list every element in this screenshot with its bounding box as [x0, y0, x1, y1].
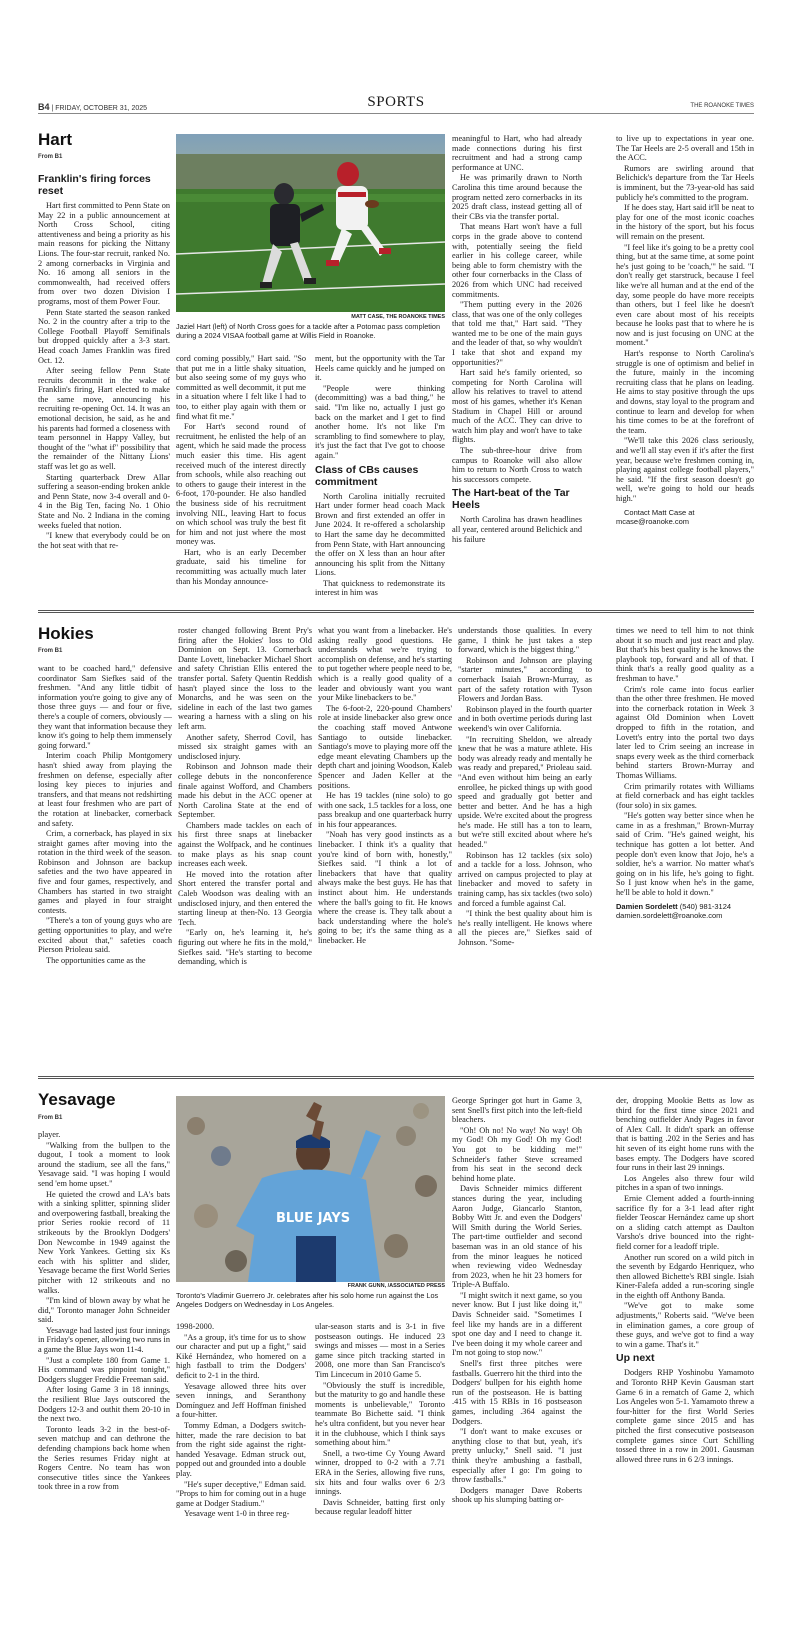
paragraph: Dodgers RHP Yoshinobu Yamamoto and Toronto RHP Kevin Gausman start Game 6 in a rematch of Game 2, which Los Angeles won 5-1. Yamamoto threw a four-hitter for the first World Series complete game since 2015 and has pitched the first consecutive postseason complete games since Curt Schilling tossed three in a row in 2001. Gausman allowed three runs in 6 2/3 innings. — [616, 1368, 754, 1464]
paragraph: "There's a ton of young guys who are getting opportunities to play, and we're excited about that," safeties coach Pierson Prioleau said. — [38, 916, 172, 955]
paragraph: The opportunities came as the — [46, 955, 146, 965]
yesavage-column-1 — [38, 1130, 170, 1600]
paragraph: "I feel like it's going to be a pretty cool thing, but at the same time, at some point he's just going to be 'coach,'" he said. "I don't really get starstruck, because I feel like we're all human and at the end of the day, some people do have more receipts than others, but I feel like he doesn't even care about most of his receipts because he looks past that to where he is now and is just focusing on UNC at the moment." — [616, 242, 754, 348]
yesavage-photo-credit: FRANK GUNN, /ASSOCIATED PRESS — [347, 1283, 445, 1289]
paragraph: "Obviously the stuff is incredible, but the maturity to go and handle these moments is unbelievable," Toronto teammate Bo Bichette said. "I think he's ultra confident, but you never hear it in the clubhouse, which I think says something about him." — [315, 1380, 445, 1448]
paragraph: "He's gotten way better since when he came in as a freshman," Brown-Murray said of Crim. "He's gained weight, his technique has gotten a lot better. And people don't even know that Jojo, he's a soldier, he's a warrior. No matter what's going on in his life, he's going to fight. So I just know when he's in the game, he'll be able to hold it down." — [616, 811, 754, 898]
paragraph: "He's super deceptive," Edman said. "Props to him for coming out in a huge game at Dodger Stadium." — [176, 1479, 306, 1508]
paragraph: "As a group, it's time for us to show our character and put up a fight," said Kiké Hernández, who homered on a high fastball to trim the Dodgers' deficit to 2-1 in the third. — [176, 1332, 306, 1380]
reporter-email[interactable]: damien.sordelett@roanoke.com — [616, 910, 723, 920]
yesavage-subhead-up-next: Up next — [616, 1352, 655, 1365]
paragraph: Dodgers manager Dave Roberts shook up his slumping batting or- — [452, 1485, 582, 1505]
paragraph: "Walking from the bullpen to the dugout, I took a moment to look around the stadium, see all the fans," Yesavage said. "I was hoping I would send 'em home upset." — [38, 1140, 170, 1188]
paragraph: Robinson has 12 tackles (six solo) and a tackle for a loss. Johnson, who arrived on campus projected to play at linebacker and moved to safety in training camp, has six tackles (two solo) and forced a fumble against Cal. — [458, 850, 592, 908]
paragraph: Rumors are swirling around that Belichick's departure from the Tar Heels is imminent, but the 73-year-old has said publicly he's committed to the program. — [616, 163, 754, 202]
paragraph: times we need to tell him to not think about it so much and just react and play. But that's his best quality is he knows the playbook top, forward and all of that. I think that's a really good quality as a freshman to have." — [616, 626, 754, 683]
paragraph: He was primarily drawn to North Carolina this time around because the program netted zero cornerbacks in its 2025 draft class, instead getting all of their CBs via the transfer portal. — [452, 173, 582, 221]
paragraph: roster changed following Brent Pry's firing after the Hokies' loss to Old Dominion on Sept. 13. Cornerback Dante Lovett, linebacker Michael Short and safety Christian Ellis entered the transfer portal. Safety Quentin Reddish hasn't played since the loss to the Monarchs, and he was seen on the sideline in each of the last two games wearing a harness with a sling on his left arm. — [178, 626, 312, 731]
yesavage-baseball-photo — [176, 1096, 445, 1282]
paragraph: "Oh! Oh no! No way! No way! Oh my God! Oh my God! Oh my God! You got to be kidding me!" Schneider's father Steve screamed from his seat in the second deck behind home plate. — [452, 1125, 582, 1183]
hart-photo-credit: MATT CASE, THE ROANOKE TIMES — [351, 314, 445, 320]
paragraph: to live up to expectations in year one. The Tar Heels are 2-5 overall and 15th in the ACC. — [616, 134, 754, 163]
hart-subhead-franklin: Franklin's firing forces reset — [38, 173, 151, 197]
paragraph: Los Angeles also threw four wild pitches in a span of two innings. — [616, 1173, 754, 1193]
yesavage-column-4 — [452, 1096, 582, 1600]
paragraph: Another safety, Sherrod Covil, has missed six straight games with an undisclosed injury. — [178, 732, 312, 761]
paragraph: understands those qualities. In every game, I think he just takes a step forward, which is the biggest thing." — [458, 626, 592, 655]
story-divider — [38, 610, 754, 613]
paragraph: After seeing fellow Penn State recruits decommit in the wake of Franklin's firing, Hart elected to make the same move, announcing his recruiting re-opening Oct. 14. It was an emotional decision, he said, as he and his parents had formed a closeness with team personnel in Happy Valley, but thought of the "what if" possibility that the remainder of the Nittany Lions' staff was let go as well. — [38, 366, 170, 472]
paragraph: Robinson played in the fourth quarter and in both overtime periods during last weekend's win over California. — [458, 704, 592, 733]
page-number: B4 — [38, 102, 50, 112]
paragraph: For Hart's second round of recruitment, he enlisted the help of an agent, which he said made the process much easier this time. His agent received much of the interest directly from schools, while also reaching out to others to gauge their interest in the 6-foot, 170-pounder. He also handled the business side of his recruitment involving NIL, leaving Hart to focus on which school was truly the best fit for him and not just where the most money was. — [176, 422, 306, 547]
paragraph: Chambers made tackles on each of his first three snaps at linebacker against the Wolfpack, and he continues to make plays as his snap count increases each week. — [178, 820, 312, 869]
paragraph: 1998-2000. — [176, 1322, 215, 1331]
paragraph: "We'll take this 2026 class seriously, and we'll all stay even if it's after the first year, because we're freshmen coming in, playing against college football players," he said. "If the first season doesn't go well, we're going to hold our heads high." — [616, 436, 754, 503]
paragraph: He quieted the crowd and LA's bats with a sinking splitter, spinning slider and overpowering fastball, breaking the prior Series rookie record of 11 strikeouts by the Brooklyn Dodgers' Don Newcombe in 1949 against the New York Yankees. Getting six Ks each with his splitter and slider, Yesavage became the first World Series pitcher with 12 strikeouts and no walks. — [38, 1189, 170, 1295]
paper-name: THE ROANOKE TIMES — [690, 103, 754, 109]
hart-column-4 — [452, 134, 582, 604]
yesavage-photo-caption: Toronto's Vladimir Guerrero Jr. celebrates after his solo home run against the Los Angeles Dodgers on Wednesday in Los Angeles. — [176, 1291, 439, 1309]
hokies-column-2 — [178, 626, 312, 1066]
paragraph: "Noah has very good instincts as a linebacker. I think it's a quality that you're kind of born with, honestly," Siefkes said. "I think a lot of linebackers that have that quality always make the best guys. He has that instinct about him. He understands where the ball's going to fit. He knows where the crease is. They talk about a back understanding where the hole's going to be; it's the same thing as a linebacker. He — [318, 830, 452, 945]
paragraph: Snell's first three pitches were fastballs. Guerrero hit the third into the Dodgers' bullpen for his eighth home run of the postseason. He is batting .415 with 15 RBIs in 16 postseason games, including .364 against the Dodgers. — [452, 1359, 582, 1426]
paragraph: Yesavage had lasted just four innings in Friday's opener, allowing two runs in a game the Blue Jays won 11-4. — [38, 1325, 170, 1355]
page-masthead — [38, 94, 754, 114]
paragraph: The sub-three-hour drive from campus to Roanoke will also allow him to return to North Cross to watch his successors compete. — [452, 446, 582, 484]
paragraph: "Just a complete 180 from Game 1. His command was pinpoint tonight," Dodgers slugger Freddie Freeman said. — [38, 1355, 170, 1384]
paragraph: "We've got to make some adjustments," Roberts said. "We've been in elimination games, a core group of these guys, and we've got to find a way to win a game. That's it." — [616, 1301, 754, 1349]
hokies-column-3 — [318, 626, 452, 1066]
paragraph: ment, but the opportunity with the Tar Heels came quickly and he jumped on it. — [315, 354, 445, 383]
hokies-column-1 — [38, 664, 172, 1066]
hart-column-3 — [315, 354, 445, 604]
paragraph: Tommy Edman, a Dodgers switch-hitter, made the rare decision to bat from the right side against the right-handed Yesavage. Edman struck out, popped out and grounded into a double play. — [176, 1420, 306, 1478]
hart-subhead-class-of-cbs: Class of CBs causes commitment — [315, 463, 419, 488]
paragraph: Davis Schneider mimics different stances during the year, including Aaron Judge, Giancarlo Stanton, Bobby Witt Jr. and even the Dodgers' Will Smith during the World Series. The part-time outfielder and second baseman was in an old stance of his from the minor leagues he noticed when reviewing video Wednesday from 2023, when he hit 23 homers for Triple-A Buffalo. — [452, 1184, 582, 1290]
yesavage-headline: Yesavage — [38, 1090, 116, 1109]
paragraph: "Them putting every in the 2026 class, that was one of the only colleges that told me that," Hart said. "They wanted me to be one of the main guys and the leader of that, so why wouldn't I take that shot and expand my opportunities?" — [452, 300, 582, 367]
paragraph: Hart said he's family oriented, so competing for North Carolina will allow his relatives to travel to attend most of his games, whether it's Kenan Stadium in Chapel Hill or around much of the ACC. They can drive to watch him play and won't have to take flights. — [452, 368, 582, 445]
hart-headline: Hart — [38, 130, 73, 149]
baseball-photo-illustration — [176, 1096, 445, 1282]
paragraph: "I might switch it next game, so you never know. But I just like doing it," Davis Schneider said. "Sometimes I feel like my hands are in a different spot one day and I need to change it. I've been doing it my whole career and I'm not going to stop now." — [452, 1290, 582, 1358]
paragraph: Ernie Clement added a fourth-inning sacrifice fly for a 3-1 lead after right fielder Teoscar Hernández came up short on a sliding catch attempt as Daulton Varsho's drive bounced into the right-field corner for a leadoff triple. — [616, 1193, 754, 1251]
hokies-from-label: From B1 — [38, 648, 63, 654]
paragraph: ular-season starts and is 3-1 in five postseason outings. He induced 23 swings and misses — most in a Series game since pitch tracking started in 2008, one more than San Francisco's Tim Lincecum in 2010 Game 5. — [315, 1322, 445, 1379]
paragraph: Penn State started the season ranked No. 2 in the country after a trip to the College Football Playoff Semifinals but dropped quickly after a 3-3 start. Head coach James Franklin was fired Oct. 12. — [38, 307, 170, 365]
issue-date: | FRIDAY, OCTOBER 31, 2025 — [51, 105, 148, 112]
paragraph: Crim, a cornerback, has played in six straight games after moving into the rotation in the third week of the season. Robinson and Johnson are backup safeties and the two have appeared in five and four games, respectively, and Chambers has started in two straight games and played in four straight contests. — [38, 829, 172, 915]
paragraph: Yesavage went 1-0 in three reg- — [184, 1509, 290, 1519]
paragraph: The 6-foot-2, 220-pound Chambers' role at inside linebacker also grew once the coaching staff moved Antwone Santiago to outside linebacker. Santiago's move to playing more off the edge meant elevating Chambers up the depth chart and joining Woodson, Kaleb Spencer and Jaden Keller at the positions. — [318, 703, 452, 790]
yesavage-from-label: From B1 — [38, 1115, 63, 1121]
paragraph: "In recruiting Sheldon, we already knew that he was a mature athlete. His body was already ready and mentally he was ready and prepared," Prioleau said. "And even without him being an early enrollee, he picked things up with good speed and gradually got better and better and better. And he has a high upside. We're excited about the progress he's made. He still has a ton to learn, but we're still excited about where he's headed." — [458, 734, 592, 850]
paragraph: Hart's response to North Carolina's struggle is one of optimism and belief in the future, mainly in the incoming recruiting class that he plans on leading. He aims to stay positive through the ups and downs, stay loyal to the program and continue to learn and develop for when his time comes to be at the forefront of the team. — [616, 349, 754, 435]
paragraph: want to be coached hard," defensive coordinator Sam Siefkes said of the freshmen. "And any little tidbit of information you're going to give any of those three guys — and four or five, there's a couple of corners, obviously — they want that information because they know it's going to help them immensely going forward." — [38, 664, 172, 750]
paragraph: Interim coach Philip Montgomery hasn't shied away from playing the freshmen on defense, especially after losing key pieces to injuries and transfers, and that means not redshirting at least four freshmen who are part of the rotation at linebacker, cornerback and safety. — [38, 751, 172, 828]
paragraph: "I'm kind of blown away by what he did," Toronto manager John Schneider said. — [38, 1296, 170, 1325]
jersey-lettering: BLUE JAYS — [276, 1211, 351, 1226]
hokies-byline — [616, 902, 754, 920]
paragraph: Davis Schneider, batting first only because regular leadoff hitter — [315, 1497, 445, 1517]
yesavage-column-3 — [315, 1322, 445, 1600]
paragraph: Hart, who is an early December graduate, said his timeline for recommitting was actually much later than his Monday announce- — [176, 547, 306, 586]
paragraph: "I think the best quality about him is he's really intelligent. He knows where all the pieces are," Siefkes said of Johnson. "Some- — [458, 909, 592, 947]
paragraph: Robinson and Johnson made their college debuts in the nonconference finale against Wofford, and Chambers made his debut in the ACC opener at North Carolina State at the end of September. — [178, 762, 312, 820]
hart-column-1 — [38, 170, 170, 604]
paragraph: Another run scored on a wild pitch in the seventh by Edgardo Henriquez, who then allowed Bichette's RBI single. Isiah Kiner-Falefa added a run-scoring single in the eighth off Anthony Banda. — [616, 1252, 754, 1300]
paragraph: "People were thinking (decommitting) was a bad thing," he said. "I'm like no, actually I just go back on the market and I get to find another home. It's not like I'm scrambling to find somewhere to play, it's just the fact that I've got to choose again." — [315, 383, 445, 460]
hokies-headline: Hokies — [38, 624, 94, 643]
paragraph: Robinson and Johnson are playing "starter minutes," according to cornerback Isaiah Brown-Murray, as part of the safety rotation with Tyson Flowers and Jordan Bass. — [458, 655, 592, 704]
paragraph: North Carolina has drawn headlines all year, centered around Belichick and his failure — [452, 515, 582, 544]
paragraph: "I knew that everybody could be on the hot seat with that re- — [38, 531, 170, 550]
paragraph: That means Hart won't have a full corps in the grade above to contend with, potentially seeing the field earlier in his college career, while being able to form chemistry with the other four cornerbacks in the Class of 2026 from which UNC had received commitments. — [452, 222, 582, 299]
reporter-name: Damien Sordelett — [616, 901, 678, 911]
paragraph: what you want from a linebacker. He's asking really good questions. He understands what we're trying to accomplish on defense, and he's starting to put together where people need to be, which is a really good quality of a leader and obviously want you want your Mike linebackers to be." — [318, 626, 452, 703]
paragraph: He moved into the rotation after Short entered the transfer portal and Caleb Woodson was dealing with an undisclosed injury, and then entered the starting lineup at then-No. 13 Georgia Tech. — [178, 869, 312, 927]
hokies-column-5 — [616, 626, 754, 1066]
paragraph: Crim primarily rotates with Williams at field cornerback and has eight tackles (four solo) in six games. — [616, 781, 754, 810]
paragraph: Yesavage allowed three hits over seven innings, and Seranthony Domínguez and Jeff Hoffman finished a four-hitter. — [176, 1381, 306, 1420]
story-divider — [38, 1076, 754, 1079]
hart-subhead-hart-beat: The Hart-beat of the Tar Heels — [452, 487, 570, 512]
reporter-phone: (540) 981-3124 — [679, 901, 732, 911]
paragraph: He has 19 tackles (nine solo) to go with one sack, 1.5 tackles for a loss, one pass breakup and one quarterback hurry in his four appearances. — [318, 791, 452, 829]
paragraph: Hart first committed to Penn State on May 22 in a public announcement at North Cross School, citing attentiveness and being a priority as his main reasons for picking the Nittany Lions. The four-star recruit, ranked No. 2 among cornerbacks in Virginia and No. 16 among all seniors in the commonwealth, had received offers from over two dozen Division I programs, most of them Power Four. — [38, 201, 170, 306]
hart-from-label: From B1 — [38, 154, 63, 160]
hart-football-photo — [176, 134, 445, 312]
paragraph: Starting quarterback Drew Allar suffering a season-ending broken ankle and Penn State, now 3-4 overall and 0-4 in the Big Ten, facing No. 1 Ohio State and No. 2 Indiana in the coming weeks fueled that notion. — [38, 472, 170, 530]
paragraph: Crim's role came into focus earlier than the other three freshmen. He moved into the cornerback rotation in Week 3 against Old Dominion when Lovett dropped to fifth in the rotation, and Lovett's entry into the portal two days later led to Crim seeing an increase in snaps every week as the third cornerback behind starters Brown-Murray and Thomas Williams. — [616, 684, 754, 780]
paragraph: After losing Game 3 in 18 innings, the resilient Blue Jays outscored the Dodgers 12-3 and outhit them 20-10 in the next two. — [38, 1385, 170, 1424]
paragraph: "Early on, he's learning it, he's figuring out where he fits in the mold," Siefkes said. "He's starting to become demanding, which is — [178, 928, 312, 967]
paragraph: cord coming possibly," Hart said. "So that put me in a little shaky situation, but also seeing some of my guys who committed as well decommit, it put me in a situation where I felt like I had to too, to either play again with them or find what fit me." — [176, 354, 306, 421]
paragraph: der, dropping Mookie Betts as low as third for the first time since 2021 and benching outfielder Andy Pages in favor of Alex Call. It didn't spark an offense that is batting .202 in the Series and has hit seven of its eight home runs with the bases empty. The Dodgers have scored four runs in their last 29 innings. — [616, 1096, 754, 1173]
hart-column-2 — [176, 354, 306, 604]
hokies-column-4 — [458, 626, 592, 1066]
paragraph: North Carolina initially recruited Hart under former head coach Mack Brown and first extended an offer in June 2024. It re-offered a scholarship to Hart the same day he decommitted from Penn State, with Hart announcing the offer on X less than an hour after announcing his split from the Nittany Lions. — [315, 491, 445, 578]
paragraph: "I don't want to make excuses or anything close to that but, yeah, it's pretty unlucky," Snell said. "I just think they're ambushing a fastball, especially after I go: I'm going to throw fastballs." — [452, 1427, 582, 1485]
paragraph: If he does stay, Hart said it'll be neat to play for one of the most iconic coaches in the history of the sport, but his focus will remain on the present. — [616, 203, 754, 241]
paragraph: That quickness to redemonstrate its interest in him was — [315, 578, 445, 598]
paragraph: meaningful to Hart, who had already made connections during his first recruitment and had a strong camp performance at UNC. — [452, 134, 582, 172]
hart-photo-caption: Jaziel Hart (left) of North Cross goes for a tackle after a Potomac pass completion during a 2024 VISAA football game at Willis Field in Roanoke. — [176, 322, 441, 340]
hart-reporter-contact: Contact Matt Case at mcase@roanoke.com — [616, 507, 695, 526]
yesavage-column-2 — [176, 1322, 306, 1600]
paragraph: Snell, a two-time Cy Young Award winner, dropped to 0-2 with a 7.71 ERA in the Series, allowing five runs, six hits and four walks over 6 2/3 innings. — [315, 1448, 445, 1497]
paragraph: Toronto leads 3-2 in the best-of-seven matchup and can dethrone the defending champions back home when the Series resumes Friday night at Rogers Centre. No team has won consecutive titles since the Yankees took three in a row from — [38, 1424, 170, 1492]
yesavage-column-5 — [616, 1096, 754, 1600]
paragraph: George Springer got hurt in Game 3, sent Snell's first pitch into the left-field bleachers. — [452, 1096, 582, 1125]
section-title: SPORTS — [367, 94, 425, 110]
hart-column-5 — [616, 134, 754, 604]
football-photo-illustration — [176, 134, 445, 312]
paragraph: player. — [38, 1130, 61, 1139]
